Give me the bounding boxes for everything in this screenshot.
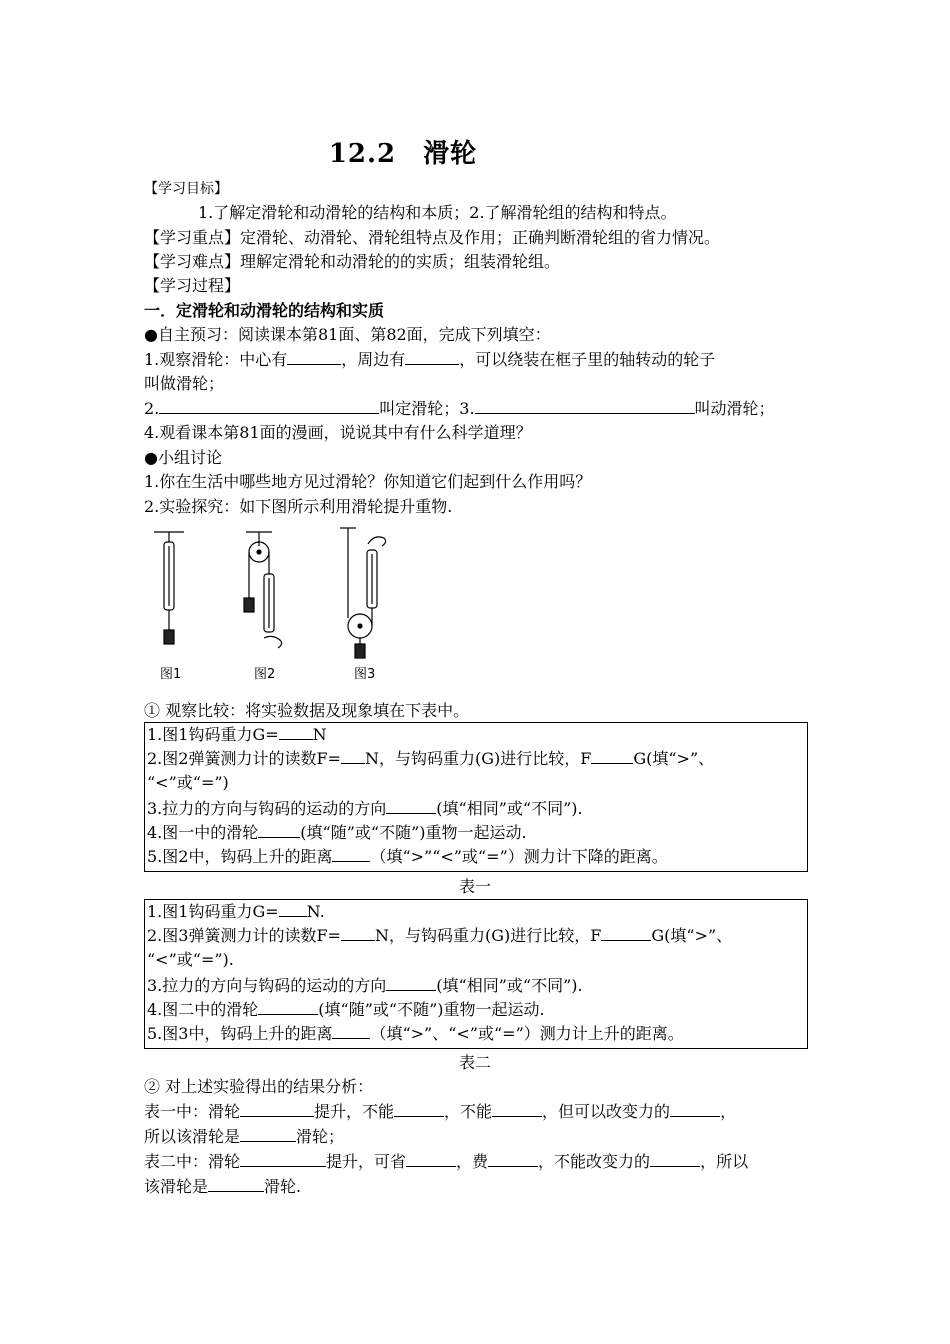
blank-field[interactable] (406, 1150, 456, 1167)
blank-field[interactable] (650, 1150, 700, 1167)
table-row: 4.图二中的滑轮 (填“随”或“不随”)重物一起运动. (147, 1000, 545, 1019)
group-question-2: 2.实验探究：如下图所示利用滑轮提升重物. (144, 497, 453, 516)
blank-field[interactable] (341, 924, 375, 941)
blank-field[interactable] (601, 924, 651, 941)
goals-heading: 【学习目标】 (144, 181, 228, 197)
question-2 (144, 397, 775, 421)
blank-field[interactable] (332, 1022, 370, 1039)
page-title: 12.2 滑轮 (328, 139, 478, 169)
process-heading: 【学习过程】 (144, 276, 241, 295)
blank-field[interactable] (208, 1175, 264, 1192)
group-heading: ●小组讨论 (144, 448, 222, 467)
fig-label-2: 图2 (254, 667, 276, 682)
table-1-caption: 表一 (458, 877, 491, 896)
blank-field[interactable] (591, 747, 633, 764)
q1-text-b: ，周边有 (341, 350, 406, 369)
analysis-row-2-cont: 该滑轮是 滑轮. (144, 1177, 302, 1196)
blank-field[interactable] (287, 348, 341, 365)
section-heading: 一．定滑轮和动滑轮的结构和实质 (144, 301, 385, 320)
q2-text-c: 叫动滑轮； (694, 399, 775, 418)
fig-label-3: 图3 (354, 667, 376, 682)
blank-field[interactable] (492, 1100, 542, 1117)
analysis-row-1: 表一中：滑轮 提升，不能 ，不能 ，但可以改变力的 ， (144, 1102, 737, 1121)
blank-field[interactable] (475, 397, 695, 414)
blank-field[interactable] (332, 845, 370, 862)
table-row: 4.图一中的滑轮 (填“随”或“不随”)重物一起运动. (147, 823, 527, 842)
table-2-caption: 表二 (458, 1053, 491, 1072)
table-row: 1.图1钩码重力G= N (147, 725, 327, 744)
table-row: 3.拉力的方向与钩码的运动的方向 (填“相同”或“不同”). (147, 976, 583, 995)
table-row: “<”或“=”) (147, 773, 229, 792)
question-1 (144, 348, 715, 372)
q2-text-b: 叫定滑轮；3. (379, 399, 475, 418)
q1-text-c: ，可以绕装在框子里的轴转动的轮子 (459, 350, 716, 369)
table-2 (144, 899, 808, 1049)
analysis-heading: ② 对上述实验得出的结果分析： (144, 1077, 374, 1096)
blank-field[interactable] (258, 998, 318, 1015)
blank-field[interactable] (240, 1150, 326, 1167)
goals-text: 1.了解定滑轮和动滑轮的结构和本质；2.了解滑轮组的结构和特点。 (198, 203, 677, 222)
fig-label-1: 图1 (160, 667, 182, 682)
group-question-1: 1.你在生活中哪些地方见过滑轮？你知道它们起到什么作用吗？ (144, 472, 592, 491)
preview-text: ●自主预习：阅读课本第81面、第82面，完成下列填空： (144, 325, 551, 344)
key-points: 【学习重点】定滑轮、动滑轮、滑轮组特点及作用；正确判断滑轮组的省力情况。 (144, 228, 721, 247)
blank-field[interactable] (258, 821, 300, 838)
blank-field[interactable] (386, 974, 436, 991)
table-row: 5.图3中，钩码上升的距离 （填“>”、“<”或“=”）测力计上升的距离。 (147, 1024, 684, 1043)
blank-field[interactable] (159, 397, 379, 414)
analysis-row-2: 表二中：滑轮 提升，可省 ，费 ，不能改变力的 ，所以 (144, 1152, 749, 1171)
q1-text-a: 1.观察滑轮：中心有 (144, 350, 288, 369)
pulley-figures (144, 526, 404, 686)
blank-field[interactable] (488, 1150, 538, 1167)
table-row: 2.图3弹簧测力计的读数F= N，与钩码重力(G)进行比较，F G(填“>”、 (147, 926, 733, 945)
observe-text: ① 观察比较：将实验数据及现象填在下表中。 (144, 701, 470, 720)
blank-field[interactable] (341, 747, 365, 764)
blank-field[interactable] (386, 797, 436, 814)
blank-field[interactable] (240, 1125, 296, 1142)
q2-text-a: 2. (144, 399, 160, 418)
analysis-row-1-cont: 所以该滑轮是 滑轮； (144, 1127, 345, 1146)
question-4: 4.观看课本第81面的漫画，说说其中有什么科学道理？ (144, 423, 532, 442)
question-1-cont: 叫做滑轮； (144, 374, 225, 393)
table-row: 2.图2弹簧测力计的读数F= N，与钩码重力(G)进行比较，F G(填“>”、 (147, 749, 715, 768)
table-row: 3.拉力的方向与钩码的运动的方向 (填“相同”或“不同”). (147, 799, 583, 818)
table-row: “<”或“=”). (147, 950, 234, 969)
difficulty: 【学习难点】理解定滑轮和动滑轮的的实质；组装滑轮组。 (144, 252, 561, 271)
blank-field[interactable] (240, 1100, 314, 1117)
blank-field[interactable] (394, 1100, 444, 1117)
blank-field[interactable] (670, 1100, 720, 1117)
table-1 (144, 722, 808, 872)
blank-field[interactable] (279, 900, 307, 917)
blank-field[interactable] (279, 723, 313, 740)
table-row: 1.图1钩码重力G= N. (147, 902, 325, 921)
blank-field[interactable] (405, 348, 459, 365)
table-row: 5.图2中，钩码上升的距离 （填“>”“<”或“=”）测力计下降的距离。 (147, 847, 668, 866)
